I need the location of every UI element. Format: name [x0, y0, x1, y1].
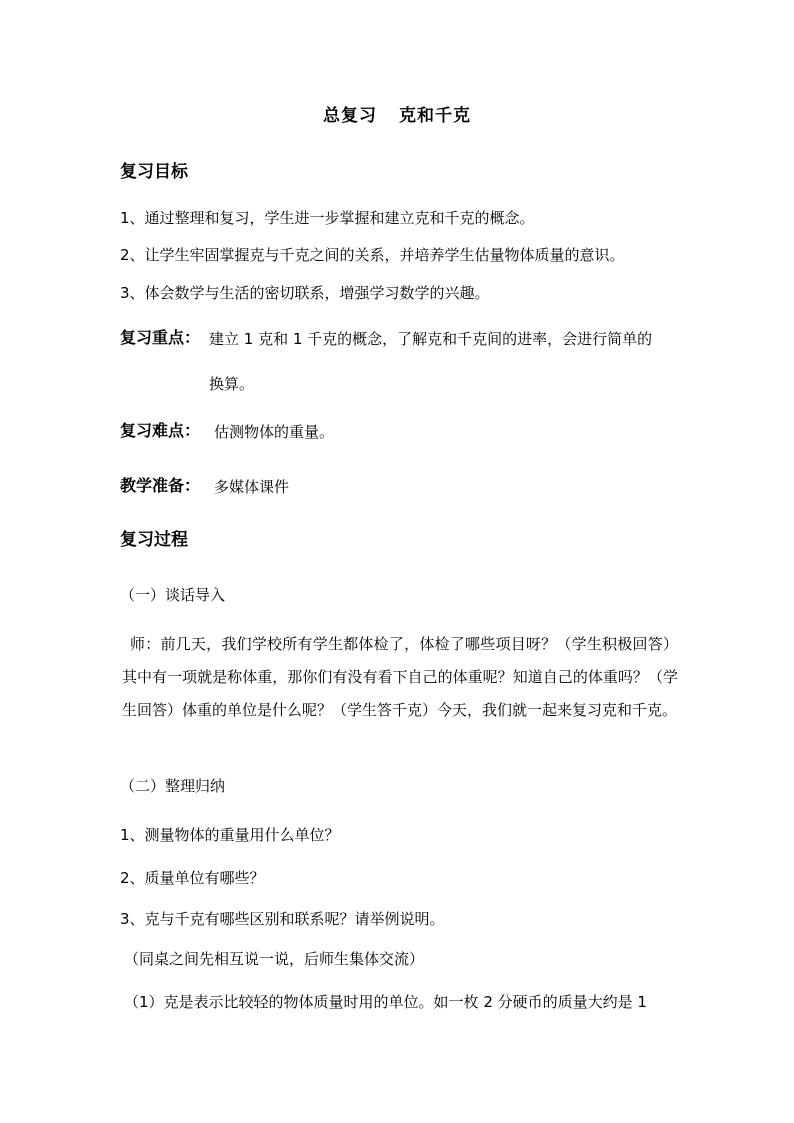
key-points-text-line1: 建立 1 克和 1 千克的概念，了解克和千克间的进率，会进行简单的	[209, 330, 653, 348]
objectives-heading: 复习目标	[120, 162, 188, 182]
preparation-text: 多媒体课件	[214, 478, 290, 496]
question-item-3: 3、克与千克有哪些区别和联系呢？请举例说明。	[120, 910, 445, 928]
discussion-note: （同桌之间先相互说一说，后师生集体交流）	[124, 950, 425, 968]
document-title	[0, 106, 794, 126]
key-points-label: 复习重点：	[120, 328, 201, 347]
answer-item-1: （1）克是表示比较轻的物体质量时用的单位。如一枚 2 分硬币的质量大约是 1	[124, 993, 647, 1011]
process-heading: 复习过程	[120, 530, 188, 550]
preparation-label: 教学准备：	[120, 476, 201, 495]
intro-paragraph: 师：前几天，我们学校所有学生都体检了，体检了哪些项目呀？（学生积极回答）其中有一项就是称体重，那你们有没有看下自己的体重呢？知道自己的体重吗？（学生回答）体重的单位是什么呢？（学生答千克）今天，我们就一起来复习克和千克。	[122, 635, 678, 719]
question-item-1: 1、测量物体的重量用什么单位？	[120, 826, 340, 844]
title-part-review: 总复习	[323, 106, 377, 126]
key-points-text-line2: 换算。	[209, 375, 255, 393]
difficulty-label: 复习难点：	[120, 421, 201, 440]
section-summary-title: （二）整理归纳	[120, 777, 226, 795]
section-intro-title: （一）谈话导入	[120, 586, 226, 604]
objective-item-2: 2、让学生牢固掌握克与千克之间的关系，并培养学生估量物体质量的意识。	[120, 246, 625, 264]
question-item-2: 2、质量单位有哪些？	[120, 869, 265, 887]
title-part-topic: 克和千克	[399, 106, 471, 126]
difficulty-text: 估测物体的重量。	[214, 423, 335, 441]
objective-item-3: 3、体会数学与生活的密切联系，增强学习数学的兴趣。	[120, 284, 490, 302]
objective-item-1: 1、通过整理和复习，学生进一步掌握和建立克和千克的概念。	[120, 209, 535, 227]
